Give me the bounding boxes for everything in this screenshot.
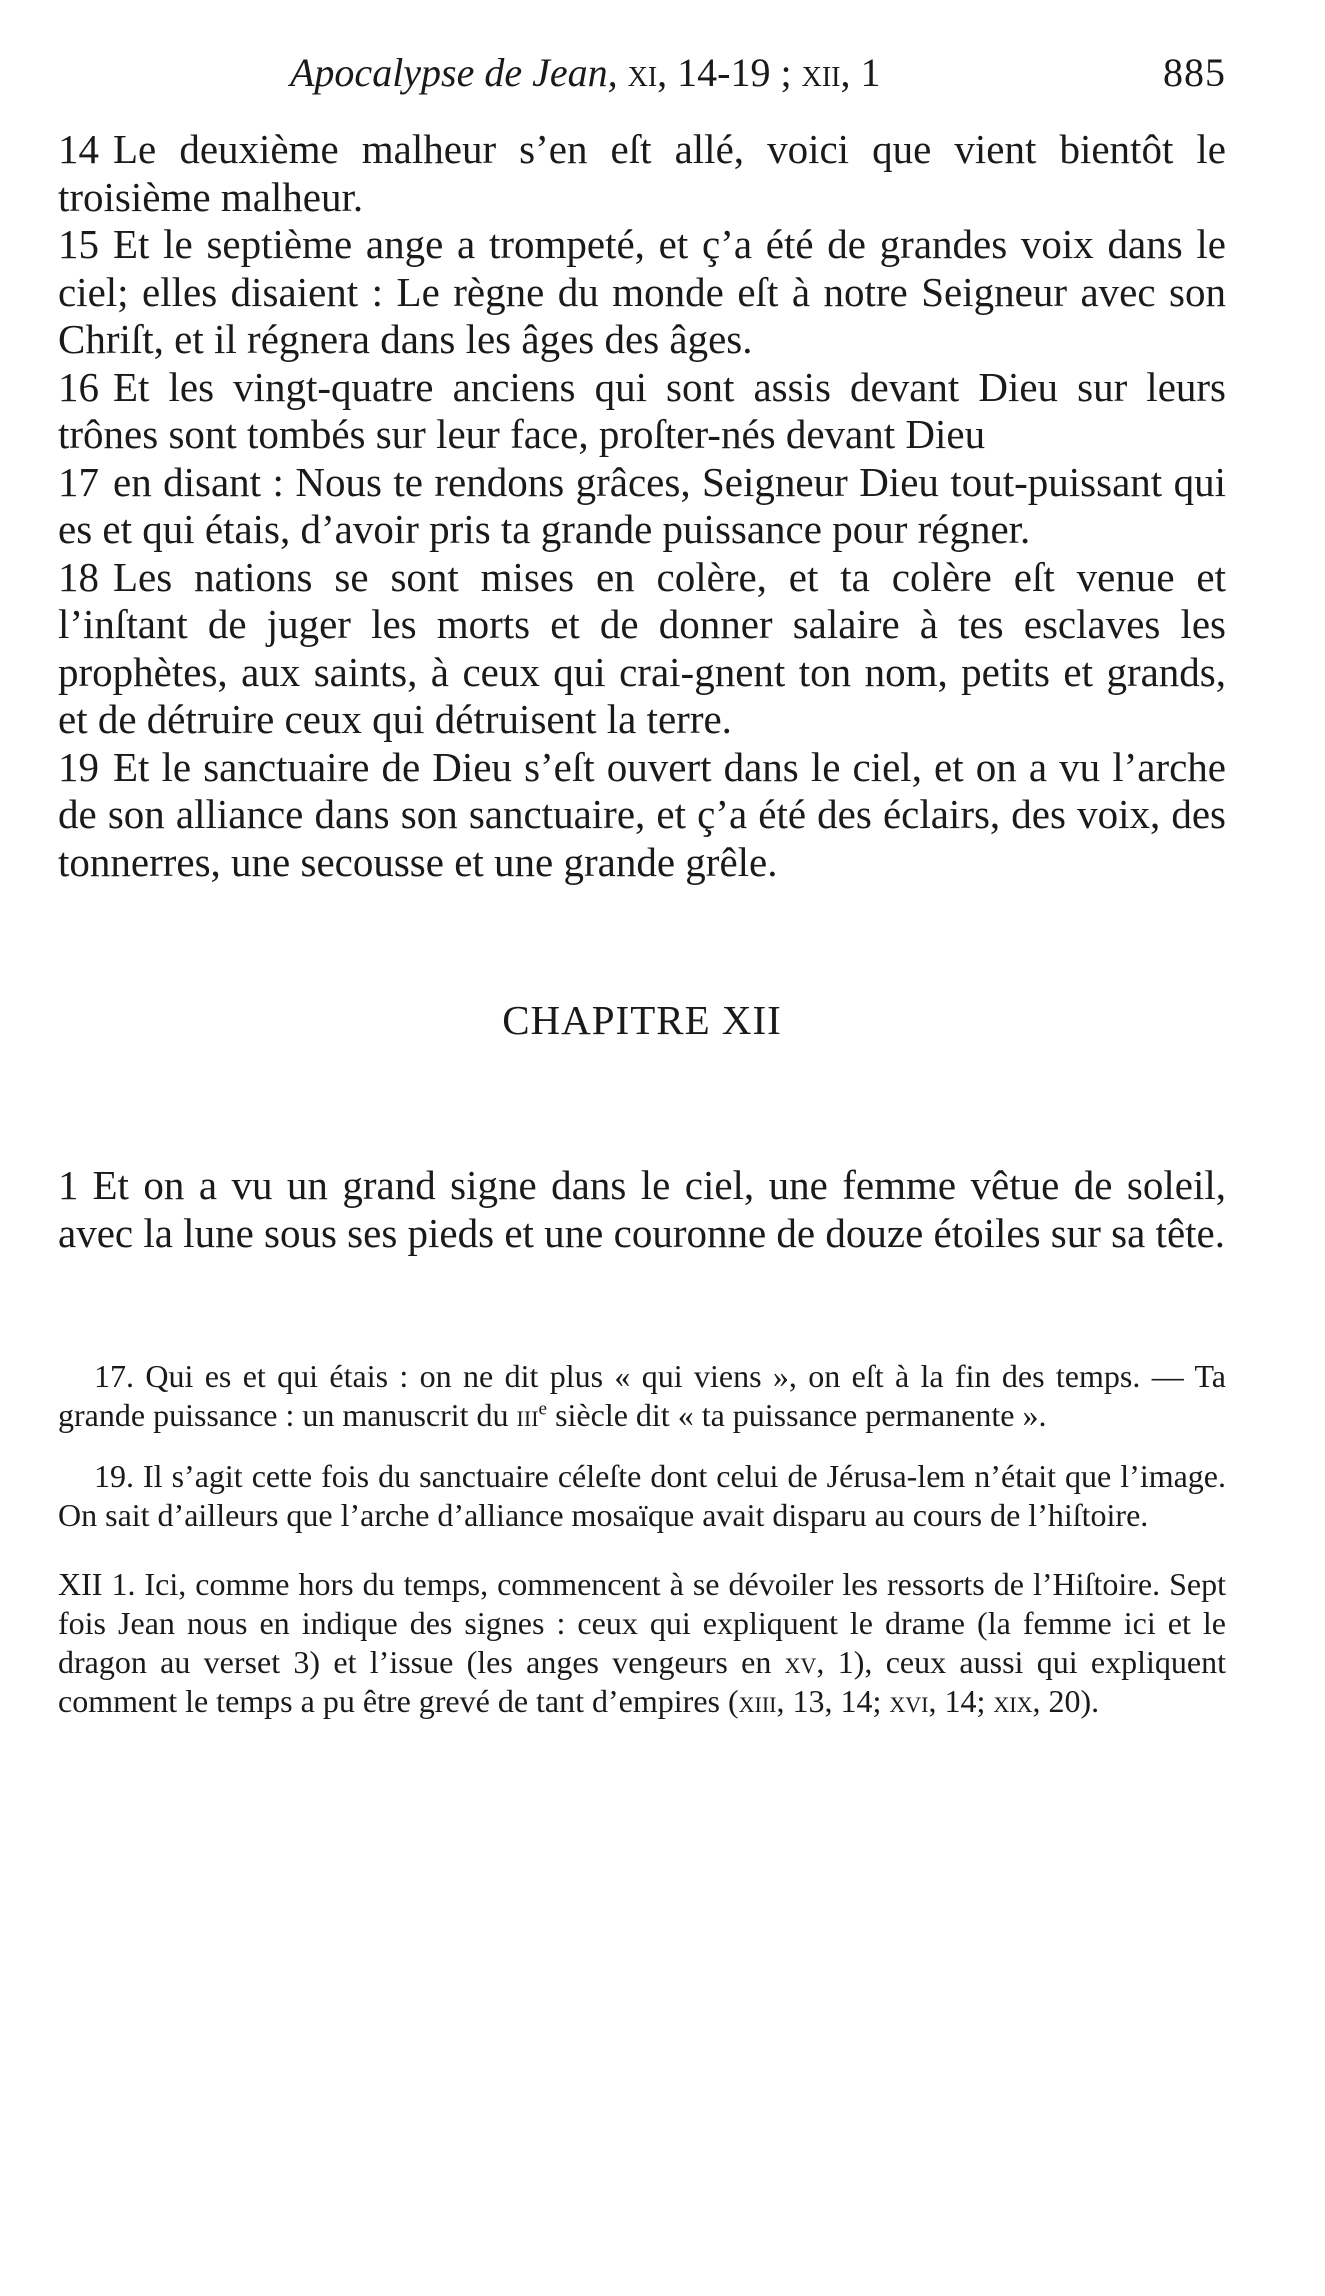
reference: xv [784,1644,817,1680]
page [58,48,1226,1721]
reference: xvi [889,1683,929,1719]
footnotes [58,1357,1226,1721]
verses-xi [58,126,1226,886]
verse [58,1162,1226,1257]
verse [58,459,1226,554]
verse-text: Les nations se sont mises en colère, et ta colère eſt venue et l’inſtant de juger les morts et de donner salaire à tes esclaves les prophètes, aux saints, à ceux qui crai-gnent ton nom, petits et grands, et de détruire ceux qui détruisent la terre. [58,553,1226,742]
verse [58,554,1226,744]
footnote-19: 19. Il s’agit cette fois du sanctuaire céleſte dont celui de Jérusa-lem n’était que l’image. On sait d’ailleurs que l’arche d’alliance mosaïque avait disparu au cours de l’hiſtoire. [58,1458,1226,1533]
verse [58,364,1226,459]
verse-text: Et on a vu un grand signe dans le ciel, une femme vêtue de soleil, avec la lune sous ses pieds et une couronne de douze étoiles sur sa tête. [58,1162,1226,1256]
verse-number: 16 [58,363,99,410]
verse [58,126,1226,221]
verse-number: 14 [58,126,99,172]
footnote-xii-1 [58,1565,1226,1721]
superscript: e [538,1398,548,1420]
verse-number: 17 [58,458,99,505]
verses-xii [58,1162,1226,1257]
footnote-text: , 14; [928,1683,994,1719]
chapter-label: XII [58,1566,103,1602]
chapter-heading: CHAPITRE XII [502,997,782,1043]
chapter-reference: xi, 14-19 ; xii, 1 [627,50,881,95]
footnote-text: , 20). [1032,1683,1100,1719]
verse-number: 15 [58,221,99,267]
century-numeral: iii [516,1397,539,1433]
running-head-title [290,48,881,98]
verse-text: Et le sanctuaire de Dieu s’eſt ouvert dans le ciel, et on a vu l’arche de son alliance dans son sanctuaire, et ç’a été des éclairs, des voix, des tonnerres, une secousse et une grande grêle. [58,743,1226,885]
page-number: 885 [1163,50,1226,95]
verse-text: Le deuxième malheur s’en eſt allé, voici que vient bientôt le troisième malheur. [58,126,1226,220]
footnote-text: 17. Qui es et qui étais : on ne dit plus « qui viens », on eſt à la fin des temps. — Ta grande puissance : un manuscrit du [58,1358,1226,1433]
verse-number: 19 [58,743,99,790]
verse-text: en disant : Nous te rendons grâces, Seigneur Dieu tout-puissant qui es et qui étais, d’avoir pris ta grande puissance pour régner. [58,458,1226,552]
running-head [58,48,1226,126]
footnote-text: , 1), ceux aussi qui expliquent comment le temps a pu être grevé de tant d’empires ( [58,1644,1227,1719]
footnote-17 [58,1357,1226,1435]
verse-number: 1 [58,1162,79,1208]
footnote-text: 1. Ici, comme hors du temps, commencent à se dévoiler les ressorts de l’Hiſtoire. Sept fois Jean nous en indique des signes : ceux qui expliquent le drame (la femme ici et le dragon au verset 3) et l’issue (les anges vengeurs en [58,1566,1226,1680]
reference: xiii [738,1683,777,1719]
footnote-text: , 13, 14; [776,1683,890,1719]
verse-number: 18 [58,553,99,600]
footnote-text: siècle dit « ta puissance permanente ». [547,1397,1047,1433]
verse [58,221,1226,364]
reference: xix [993,1683,1033,1719]
verse-text: Et le septième ange a trompeté, et ç’a été de grandes voix dans le ciel; elles disaient : Le règne du monde eſt à notre Seigneur avec son Chriſt, et il régnera dans les âges des âges. [58,221,1226,362]
book-title: Apocalypse de Jean, [290,50,618,95]
verse [58,744,1226,887]
verse-text: Et les vingt-quatre anciens qui sont assis devant Dieu sur leurs trônes sont tombés sur leur face, proſter-nés devant Dieu [58,363,1226,457]
